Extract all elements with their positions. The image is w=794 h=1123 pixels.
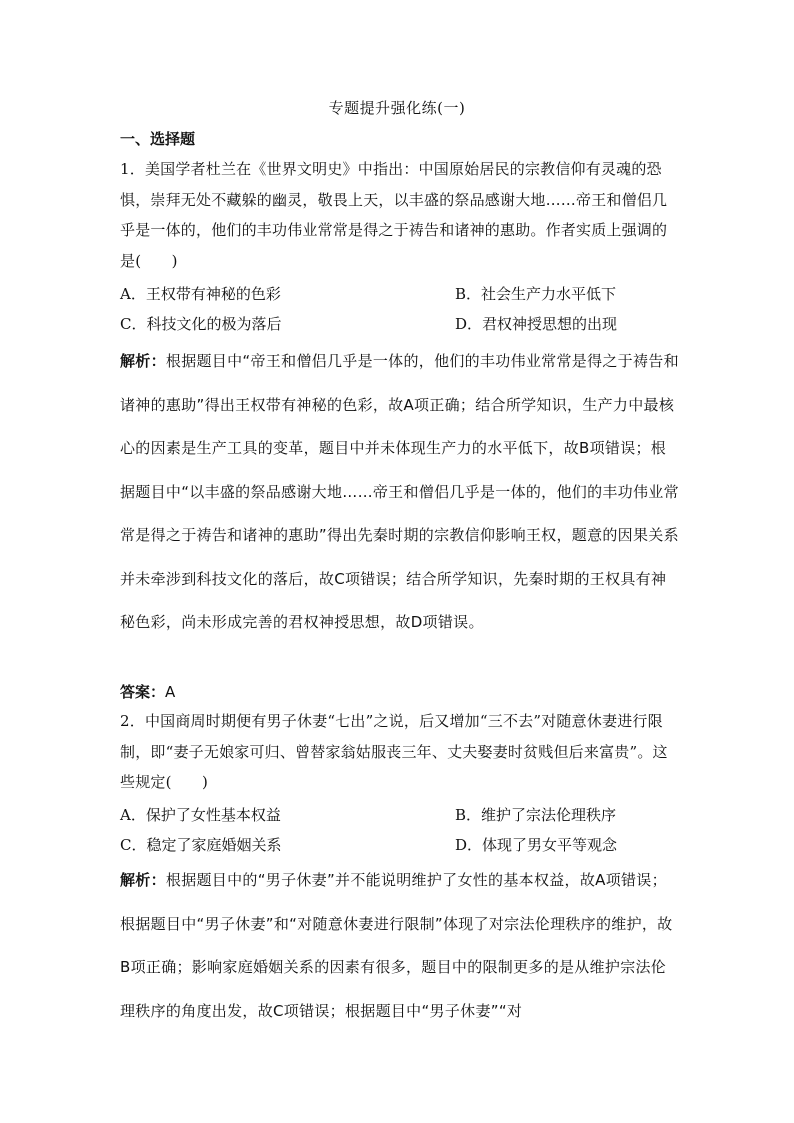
question-2-stem: 2．中国商周时期便有男子休妻“七出”之说，后又增加“三不去”对随意休妻进行限制，即“妻子无娘家可归、曾替家翁姑服丧三年、丈夫娶妻时贫贱但后来富贵”。这些规定( ): [120, 712, 668, 791]
question-2-option-b: B．维护了宗法伦理秩序: [455, 806, 617, 824]
question-2-option-d: D．体现了男女平等观念: [455, 836, 618, 854]
section-heading: 一、选择题: [120, 130, 196, 148]
question-1-stem: 1．美国学者杜兰在《世界文明史》中指出：中国原始居民的宗教信仰有灵魂的恐惧，崇拜无处不藏躲的幽灵，敬畏上天，以丰盛的祭品感谢大地……帝王和僧侣几乎是一体的，他们的丰功伟业常常是得之于祷告和诸神的惠助。作者实质上强调的是( ): [120, 160, 668, 270]
analysis-text: 根据题目中的“男子休妻”并不能说明维护了女性的基本权益，故A项错误；根据题目中“男子休妻”和“对随意休妻进行限制”体现了对宗法伦理秩序的维护，故B项正确；影响家庭婚姻关系的因素有很多，题目中的限制更多的是从维护宗法伦理秩序的角度出发，故C项错误；根据题目中“男子休妻”“对: [120, 871, 673, 1020]
analysis-label: 解析：: [120, 871, 166, 889]
question-2-option-a: A．保护了女性基本权益: [120, 806, 281, 824]
question-2-analysis: [120, 859, 680, 1033]
answer-label: 答案：: [120, 683, 166, 701]
page-title: 专题提升强化练(一): [328, 99, 466, 117]
question-1-analysis: [120, 340, 680, 645]
question-1-option-a: A．王权带有神秘的色彩: [120, 285, 281, 303]
question-1-option-d: D．君权神授思想的出现: [455, 315, 618, 333]
question-2-option-c: C．稳定了家庭婚姻关系: [120, 836, 282, 854]
question-1-option-c: C．科技文化的极为落后: [120, 315, 282, 333]
question-1-option-b: B．社会生产力水平低下: [455, 285, 617, 303]
answer-value: A: [165, 683, 176, 701]
analysis-label: 解析：: [120, 352, 166, 370]
question-1-answer: [120, 681, 175, 702]
analysis-text: 根据题目中“帝王和僧侣几乎是一体的，他们的丰功伟业常常是得之于祷告和诸神的惠助”得出王权带有神秘的色彩，故A项正确；结合所学知识，生产力中最核心的因素是生产工具的变革，题目中并未体现生产力的水平低下，故B项错误；根据题目中“以丰盛的祭品感谢大地……帝王和僧侣几乎是一体的，他们的丰功伟业常常是得之于祷告和诸神的惠助”得出先秦时期的宗教信仰影响王权，题意的因果关系并未牵涉到科技文化的落后，故C项错误；结合所学知识，先秦时期的王权具有神秘色彩，尚未形成完善的君权神授思想，故D项错误。: [120, 352, 679, 631]
